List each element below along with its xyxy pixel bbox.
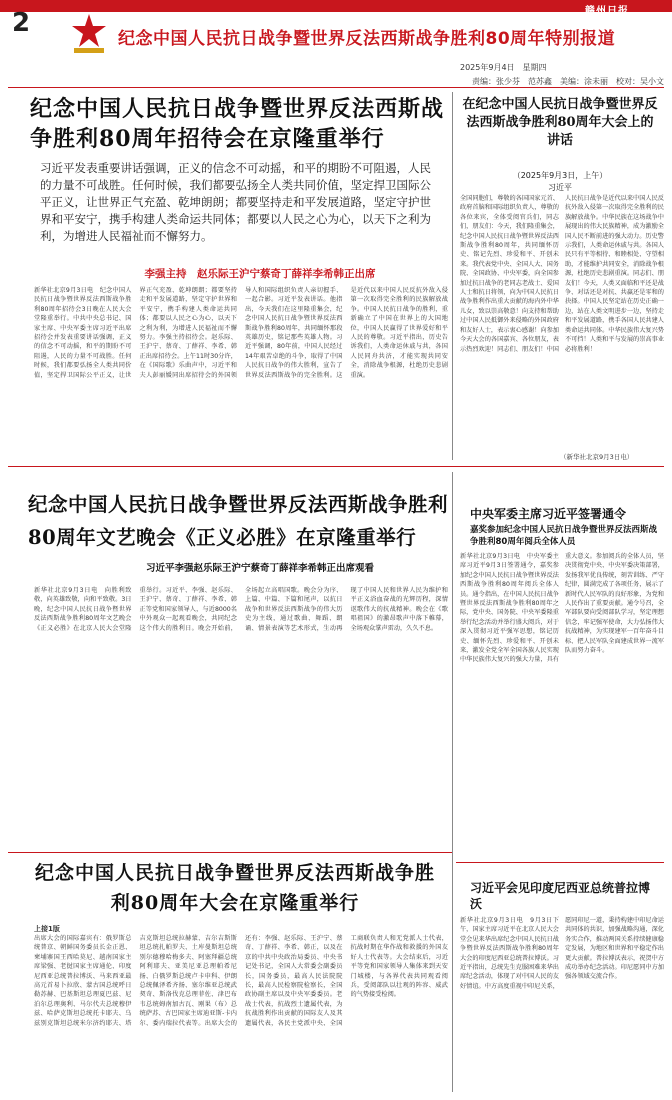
story2-source: （新华社北京9月3日电） — [560, 453, 634, 461]
story1-headline: 纪念中国人民抗日战争暨世界反法西斯战争胜利80周年招待会在京隆重举行 — [30, 96, 445, 152]
story1-lead: 习近平发表重要讲话强调，正义的信念不可动摇，和平的期盼不可阻遏，人民的力量不可战胜。任何时候，我们都要弘扬全人类共同价值，坚定捍卫国际公平正义，让世界正气充盈、乾坤朗朗；都要坚持走和平发展道路，坚定守护世界和平安宁，携手构建人类命运共同体；都要以人民之心为心，以天下之利为利，为增进人民福祉而不懈努力。 — [40, 161, 431, 243]
story2-date: （2025年9月3日，上午） — [512, 171, 608, 180]
story2-headline: 在纪念中国人民抗日战争暨世界反法西斯战争胜利80周年大会上的讲话 — [462, 97, 658, 148]
story4-headline: 中央军委主席习近平签署通令 — [470, 507, 627, 521]
section-divider-2 — [8, 852, 452, 853]
story5-headline: 纪念中国人民抗日战争暨世界反法西斯战争胜利80周年大会在京隆重举行 — [34, 862, 435, 914]
story2-body: 全国同胞们，尊敬的各国国家元首、政府首脑和国际组织负责人，尊敬的各位来宾，全体受阅官兵们，同志们，朋友们：今天，我们隆重集会，纪念中国人民抗日战争暨世界反法西斯战争胜利80周年，共同缅怀历史、铭记先烈、珍爱和平、开创未来。我代表党中央、全国人大、国务院、全国政协、中央军委，向全国参加过抗日战争的老同志老战士、爱国人士和抗日将领，向为中国人民抗日战争胜利作出重大贡献的海内外中华儿女，致以崇高敬意！向支持和帮助过中国人民抵御外来侵略的外国政府和友好人士，表示衷心感谢！向参加今天大会的各国嘉宾、各位朋友，表示热烈欢迎！同志们、朋友们！中国人民抗日战争是近代以来中国人民反抗外敌入侵第一次取得完全胜利的民族解放战争。中华民族在这场战争中展现出的伟大民族精神，成为激励全国人民不断前进的强大动力。历史警示我们，人类命运休戚与共。各国人民只有平等相待、和睦相处、守望相助，才能维护共同安全，消除战争根源，杜绝历史悲剧重演。同志们、朋友们！今天，人类又面临和平还是战争、对话还是对抗、共赢还是零和的抉择。中国人民坚定站在历史正确一边，站在人类文明进步一边，坚持走和平发展道路，携手各国人民共建人类命运共同体。中华民族伟大复兴势不可挡！人类和平与发展的崇高事业必将胜利！ — [460, 195, 664, 353]
story2-author: 习近平 — [548, 183, 572, 192]
column-divider-2 — [452, 472, 453, 1092]
story1-attendees: 李强主持 赵乐际王沪宁蔡奇丁薛祥李希韩正出席 — [144, 268, 376, 280]
story6-body: 新华社北京9月3日电 9月3日下午，国家主席习近平在北京人民大会堂会见来华出席纪念中国人民抗日战争暨世界反法西斯战争胜利80周年大会的印度尼西亚总统普拉博沃。习近平指出，总统先生克服困难来华出席纪念活动，体现了对中国人民的友好情谊。中方高度重视中印尼关系，愿同印尼一道，秉持构建中印尼命运共同体的共识，加强战略沟通，深化务实合作，推动两国关系持续健康稳定发展，为地区和世界和平稳定作出更大贡献。普拉博沃表示，祝贺中方成功举办纪念活动。印尼愿同中方加强各领域交流合作。 — [460, 917, 664, 990]
story4-body: 新华社北京9月3日电 中央军委主席习近平9月3日签署通令，嘉奖参加纪念中国人民抗日战争暨世界反法西斯战争胜利80周年阅兵全体人员。通令指出，在中国人民抗日战争暨世界反法西斯战争胜利80周年之际，党中央、国务院、中央军委隆重举行纪念活动并举行盛大阅兵，对于深入贯彻习近平强军思想，铭记历史、缅怀先烈、珍爱和平、开创未来，激发全党全军全国各族人民实现中华民族伟大复兴的强大力量，具有重大意义。参加阅兵的全体人员，坚决贯彻党中央、中央军委决策部署，发扬我军优良传统，刻苦训练、严守纪律，圆满完成了各项任务，展示了新时代人民军队的良好形象，为党和人民作出了重要贡献。通令号召，全军部队要向受阅部队学习，坚定理想信念，牢记强军使命，大力弘扬伟大抗战精神，为实现建军一百年奋斗目标、把人民军队全面建成世界一流军队而努力奋斗。 — [460, 553, 664, 664]
issue-date: 2025年9月4日 星期四 — [460, 63, 547, 72]
section-divider-1 — [8, 466, 664, 467]
story4-subheadline: 嘉奖参加纪念中国人民抗日战争暨世界反法西斯战争胜利80周年阅兵全体人员 — [470, 525, 658, 547]
header-divider — [8, 87, 664, 88]
story3-body: 新华社北京9月3日电 向胜利致敬，向英雄致敬，向和平致敬。3日晚，纪念中国人民抗日战争暨世界反法西斯战争胜利80周年文艺晚会《正义必胜》在北京人民大会堂隆重举行。习近平、李强、赵乐际、王沪宁、蔡奇、丁薛祥、李希、韩正等党和国家领导人，与近8000名中外观众一起观看晚会，共同纪念这个伟大的胜利日。晚会开始前，全场起立高唱国歌。晚会分为序、上篇、中篇、下篇和尾声，以抗日战争和世界反法西斯战争的伟大历史为主线，通过歌曲、舞蹈、朗诵、情景表演等艺术形式，生动再现了中国人民和世界人民为维护和平正义浴血奋战的光辉历程，深情讴歌伟大的抗战精神。晚会在《歌唱祖国》的激昂歌声中落下帷幕，全场观众掌声雷动，久久不息。 — [34, 587, 448, 632]
story5-body: 出席大会的国际嘉宾有：俄罗斯总统普京、朝鲜国务委员长金正恩、柬埔寨国王西哈莫尼、越南国家主席梁强、老挝国家主席通伦、印度尼西亚总统普拉博沃、马来西亚最高元首易卜拉欣、蒙古国总统呼日勒苏赫、巴基斯坦总理夏巴兹、尼泊尔总理奥利、马尔代夫总统穆伊兹、哈萨克斯坦总统托卡耶夫、乌兹别克斯坦总统米尔济约耶夫、塔吉克斯坦总统拉赫蒙、吉尔吉斯斯坦总统扎帕罗夫、土库曼斯坦总统别尔德穆哈梅多夫、阿塞拜疆总统阿利耶夫、亚美尼亚总理帕希尼扬、白俄罗斯总统卢卡申科、伊朗总统佩泽希齐扬、塞尔维亚总统武契奇、斯洛伐克总理菲佐、津巴布韦总统姆南加古瓦、刚果（布）总统萨苏、古巴国家主席迪亚斯-卡内尔、委内瑞拉代表等。出席大会的还有：李强、赵乐际、王沪宁、蔡奇、丁薛祥、李希、韩正，以及在京的中共中央政治局委员、中央书记处书记，全国人大常委会副委员长，国务委员，最高人民法院院长，最高人民检察院检察长，全国政协副主席以及中央军委委员。老战士代表，抗战烈士遗属代表，为抗战胜利作出贡献的国际友人及其遗属代表，各民主党派中央、全国工商联负责人和无党派人士代表，抗战时期在华作战和救援的外国友好人士代表等。大会结束后，习近平等党和国家领导人集体来到天安门城楼，与各界代表共同观看阅兵，受阅部队以壮观的阵容、威武的气势接受检阅。 — [34, 935, 448, 1027]
section-divider-3 — [456, 862, 664, 863]
story3-attendees: 习近平李强赵乐际王沪宁蔡奇丁薛祥李希韩正出席观看 — [145, 563, 374, 574]
newspaper-name: 赣州日报 — [585, 6, 629, 17]
story3-headline: 纪念中国人民抗日战争暨世界反法西斯战争胜利80周年文艺晚会《正义必胜》在京隆重举行 — [28, 493, 449, 549]
commemoration-emblem-icon — [70, 12, 108, 54]
story5-continuation: 上接1版 — [34, 925, 60, 933]
story6-headline: 习近平会见印度尼西亚总统普拉博沃 — [470, 881, 651, 911]
story1-body: 新华社北京9月3日电 纪念中国人民抗日战争暨世界反法西斯战争胜利80周年招待会3日晚在人民大会堂隆重举行。中共中央总书记、国家主席、中央军委主席习近平出席招待会并发表重要讲话强调，正义的信念不可动摇，和平的期盼不可阻遏，人民的力量不可战胜。任何时候，我们都要弘扬全人类共同价值，坚定捍卫国际公平正义，让世界正气充盈、乾坤朗朗；都要坚持走和平发展道路，坚定守护世界和平安宁，携手构建人类命运共同体；都要以人民之心为心，以天下之利为利，为增进人民福祉而不懈努力。李强主持招待会。赵乐际、王沪宁、蔡奇、丁薛祥、李希、韩正出席招待会。上午11时30分许，在《国际歌》乐曲声中，习近平和夫人彭丽媛同出席招待会的外国领导人和国际组织负责人亲切握手、一起合影。习近平发表讲话。他指出，今天我们在这里隆重集会，纪念中国人民抗日战争暨世界反法西斯战争胜利80周年，共同缅怀那段英雄历史，铭记那些英雄人物。习近平强调，80年前，中国人民经过14年艰苦卓绝的斗争，取得了中国人民抗日战争的伟大胜利，宣告了世界反法西斯战争的完全胜利。这是近代以来中国人民反抗外敌入侵第一次取得完全胜利的民族解放战争。中国人民抗日战争的胜利，重新确立了中国在世界上的大国地位，中国人民赢得了世界爱好和平人民的尊敬。习近平指出，历史告诉我们，人类命运休戚与共，各国人民同舟共济，才能实现共同安全，消除战争根源，杜绝历史悲剧重演。 — [34, 287, 448, 379]
masthead-red-bar — [0, 0, 672, 12]
editor-credits: 责编：张少芬 范苏鑫 美编：涂未丽 校对：吴小文 — [472, 77, 664, 86]
page-number: 2 — [12, 8, 31, 38]
column-divider — [452, 92, 453, 460]
special-report-title: 纪念中国人民抗日战争暨世界反法西斯战争胜利80周年特别报道 — [118, 29, 616, 49]
